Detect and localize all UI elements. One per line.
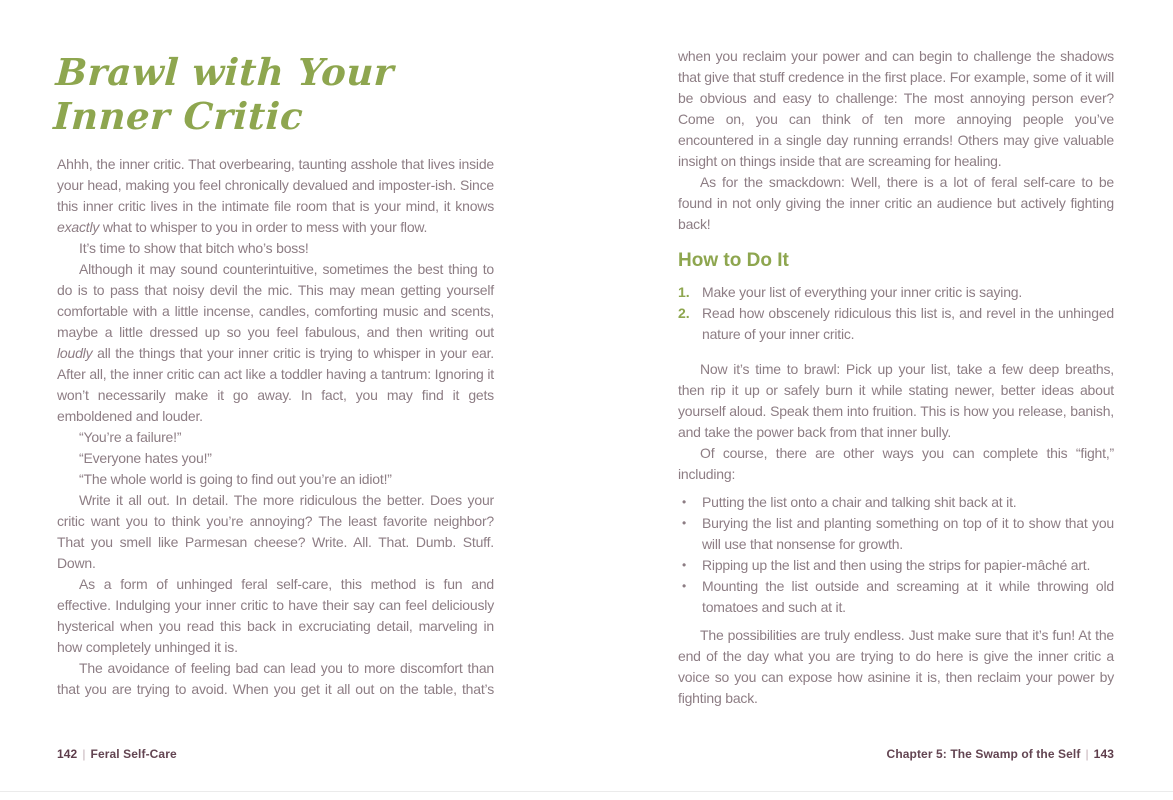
paragraph: The avoidance of feeling bad can lead you to more discomfort than that you are trying to avoid. When you get it all out on the table, that’s [57,660,494,697]
footer-separator: | [82,747,86,761]
right-page-body [678,46,1114,709]
bullet-item-text: Putting the list onto a chair and talking shit back at it. [702,494,1017,510]
bullet-item-text: Ripping up the list and then using the strips for papier-mâché art. [702,557,1091,573]
paragraph-text: Although it may sound counterintuitive, sometimes the best thing to do is to pass that noisy devil the mic. This may mean getting yourself comfortable with a little incense, candles, comforting music and scents, maybe a little dressed up so you feel fabulous, and then writing out [57,261,494,340]
paragraph-text: what to whisper to you in order to mess with your flow. [99,219,428,235]
left-page-body [57,154,494,700]
list-item-text: Read how obscenely ridiculous this list is, and revel in the unhinged nature of your inner critic. [702,305,1114,342]
paragraph: Write it all out. In detail. The more ridiculous the better. Does your critic want you to think you’re annoying? The least favorite neighbor? That you smell like Parmesan cheese? Write. All. That. Dumb. Stuff. Down. [57,492,494,571]
paragraph: It’s time to show that bitch who’s boss! [79,240,309,256]
numbered-list-item [678,282,1114,303]
bullet-icon: • [682,495,687,509]
list-number: 2. [678,305,690,321]
paragraph-text: all the things that your inner critic is trying to whisper in your ear. After all, the inner critic can act like a toddler having a tantrum: Ignoring it won’t necessarily make it go away. In fact, you may find it gets emboldened and louder. [57,345,494,424]
chapter-title [52,50,494,138]
left-page [52,50,494,700]
list-number: 1. [678,284,690,300]
chapter-title-line-1: Brawl with Your [54,50,396,94]
italic-word: exactly [57,219,100,235]
quote-line: “Everyone hates you!” [79,450,212,466]
chapter-title-line-2: Inner Critic [52,94,305,138]
chapter-title-footer: Chapter 5: The Swamp of the Self [886,747,1081,761]
footer-left [57,746,177,762]
bullet-item-text: Burying the list and planting something on top of it to show that you will use that nonsense for growth. [702,515,1114,552]
bullet-list-item [678,513,1114,555]
paragraph: Now it’s time to brawl: Pick up your list, take a few deep breaths, then rip it up or safely burn it while stating newer, better ideas about yourself aloud. Speak them into fruition. This is how you release, banish, and take the power back from that inner bully. [678,361,1114,440]
italic-word: loudly [57,345,93,361]
paragraph-intro [57,154,494,238]
paragraph-continued: when you reclaim your power and can begin to challenge the shadows that give that stuff credence in the first place. For example, some of it will be obvious and easy to challenge: The most annoying person ever? Come on, you can think of ten more annoying people you’ve encountered in a single day running errands! Others may give valuable insight on things inside that are screaming for healing. [678,48,1114,169]
page-number-left: 142 [57,747,78,761]
numbered-list [678,282,1114,345]
quote-line: “The whole world is going to find out you’re an idiot!” [79,471,392,487]
howto-heading: How to Do It [678,250,789,271]
bullet-icon: • [682,579,687,593]
bullet-icon: • [682,516,687,530]
paragraph: As for the smackdown: Well, there is a lot of feral self-care to be found in not only giving the inner critic an audience but actively fighting back! [678,174,1114,232]
paragraph-closing: The possibilities are truly endless. Just make sure that it’s fun! At the end of the day what you are trying to do here is give the inner critic a voice so you can expose how asinine it is, then reclaim your power by fighting back. [678,627,1114,706]
footer-right [887,746,1114,762]
paragraph-text: Ahhh, the inner critic. That overbearing, taunting asshole that lives inside your head, making you feel chronically devalued and imposter-ish. Since this inner critic lives in the intimate file room that is your mind, it knows [57,156,494,214]
page-bottom-edge-line [0,791,1173,792]
paragraph: As a form of unhinged feral self-care, this method is fun and effective. Indulging your inner critic to have their say can feel deliciously hysterical when you read this back in excruciating detail, marveling in how completely unhinged it is. [57,576,494,655]
bullet-item-text: Mounting the list outside and screaming at it while throwing old tomatoes and such at it. [702,578,1114,615]
quote-line: “You’re a failure!” [79,429,182,445]
list-item-text: Make your list of everything your inner critic is saying. [702,284,1023,300]
bullet-list [678,492,1114,618]
book-title-footer: Feral Self-Care [90,747,177,761]
bullet-list-item [678,492,1114,513]
footer-separator: | [1085,747,1089,761]
numbered-list-item [678,303,1114,345]
paragraph [57,259,494,427]
bullet-icon: • [682,558,687,572]
page-number-right: 143 [1093,747,1114,761]
right-page [678,46,1114,709]
bullet-list-item [678,555,1114,576]
bullet-list-item [678,576,1114,618]
paragraph: Of course, there are other ways you can complete this “fight,” including: [678,445,1114,482]
